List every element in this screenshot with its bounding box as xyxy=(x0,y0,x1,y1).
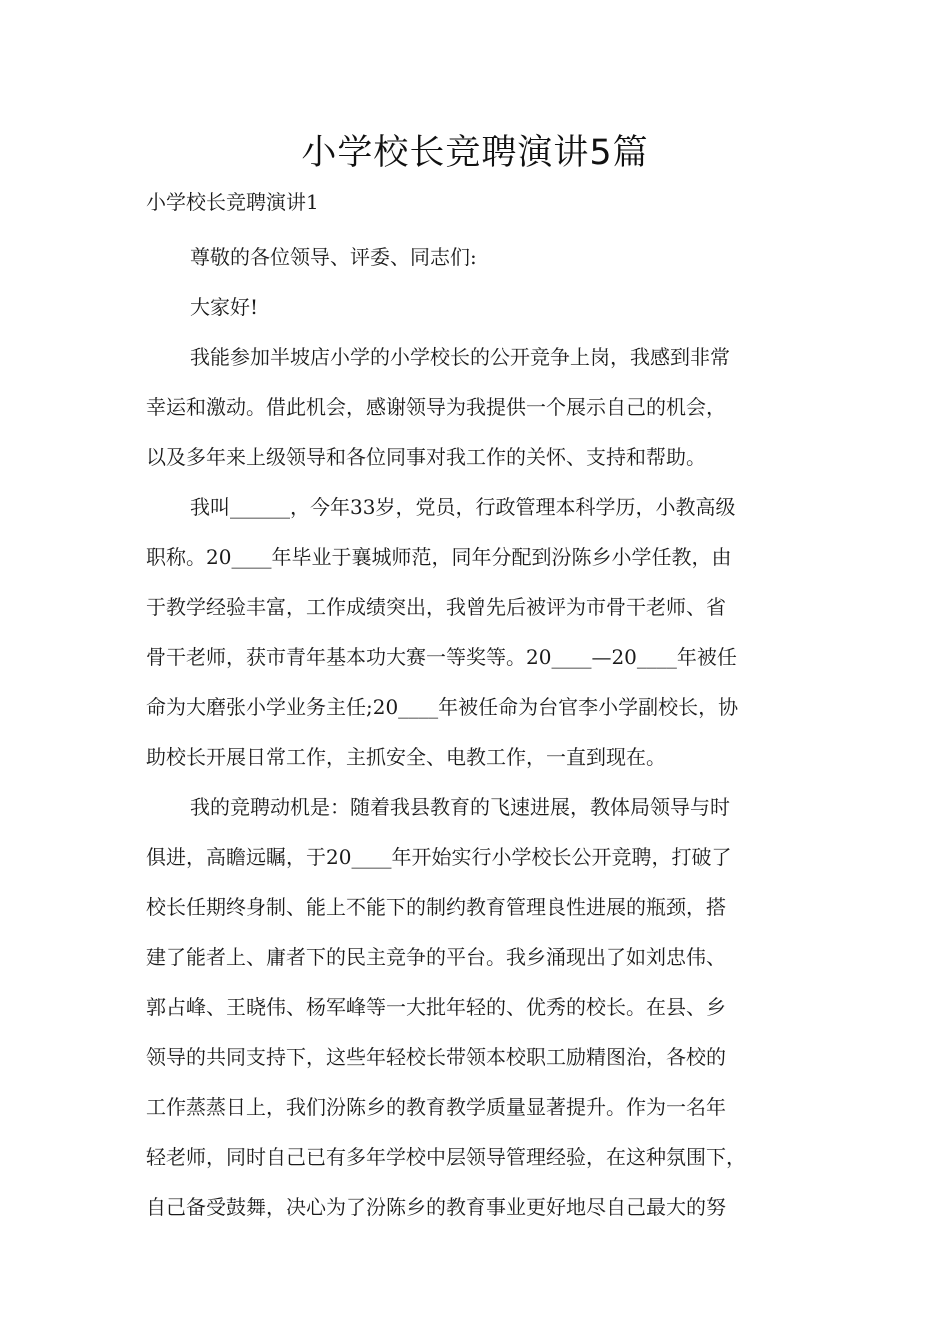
paragraph-line: 幸运和激动。借此机会，感谢领导为我提供一个展示自己的机会， xyxy=(146,395,726,419)
paragraph-line: 以及多年来上级领导和各位同事对我工作的关怀、支持和帮助。 xyxy=(146,445,706,469)
paragraph-line: 校长任期终身制、能上不能下的制约教育管理良性进展的瓶颈，搭 xyxy=(146,895,726,919)
paragraph-line: 自己备受鼓舞，决心为了汾陈乡的教育事业更好地尽自己最大的努 xyxy=(146,1195,726,1219)
paragraph-line: 郭占峰、王晓伟、杨军峰等一大批年轻的、优秀的校长。在县、乡 xyxy=(146,995,726,1019)
paragraph-line: 工作蒸蒸日上，我们汾陈乡的教育教学质量显著提升。作为一名年 xyxy=(146,1095,726,1119)
document-title: 小学校长竞聘演讲5篇 xyxy=(301,133,649,173)
paragraph-line: 大家好! xyxy=(190,295,259,319)
paragraph-line: 轻老师，同时自己已有多年学校中层领导管理经验，在这种氛围下， xyxy=(146,1145,746,1169)
paragraph-line: 建了能者上、庸者下的民主竞争的平台。我乡涌现出了如刘忠伟、 xyxy=(146,945,726,969)
paragraph-line: 俱进，高瞻远瞩，于20____年开始实行小学校长公开竞聘，打破了 xyxy=(146,845,732,869)
paragraph-line: 我的竞聘动机是：随着我县教育的飞速进展，教体局领导与时 xyxy=(190,795,730,819)
paragraph-line: 我叫______，今年33岁，党员，行政管理本科学历，小教高级 xyxy=(190,495,736,519)
document-subtitle: 小学校长竞聘演讲1 xyxy=(146,190,319,214)
document-body xyxy=(146,232,822,1232)
paragraph-line: 我能参加半坡店小学的小学校长的公开竞争上岗，我感到非常 xyxy=(190,345,730,369)
paragraph-line: 领导的共同支持下，这些年轻校长带领本校职工励精图治，各校的 xyxy=(146,1045,726,1069)
paragraph-line: 助校长开展日常工作，主抓安全、电教工作，一直到现在。 xyxy=(146,745,666,769)
paragraph-line: 骨干老师，获市青年基本功大赛一等奖等。20____—20____年被任 xyxy=(146,645,737,669)
paragraph-line: 于教学经验丰富，工作成绩突出，我曾先后被评为市骨干老师、省 xyxy=(146,595,726,619)
paragraph-line: 命为大磨张小学业务主任;20____年被任命为台官李小学副校长，协 xyxy=(146,695,739,719)
paragraph-line: 职称。20____年毕业于襄城师范，同年分配到汾陈乡小学任教，由 xyxy=(146,545,732,569)
paragraph-line: 尊敬的各位领导、评委、同志们: xyxy=(190,245,477,269)
